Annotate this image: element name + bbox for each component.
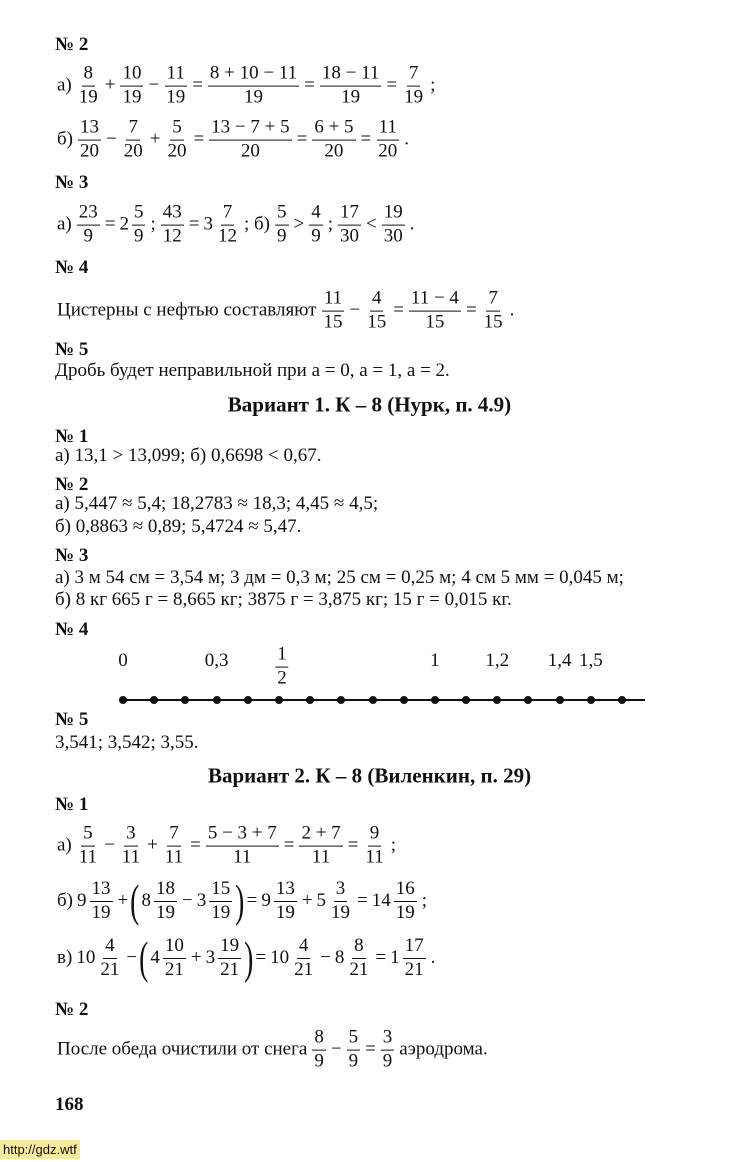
math-text: . [404, 129, 409, 150]
math-text: ; [150, 214, 156, 235]
math-text: а) [57, 835, 72, 856]
whole-part: 3 [205, 947, 216, 968]
math-text: ; б) [243, 214, 271, 235]
numerator: 4 [297, 936, 311, 959]
math-text: = [193, 129, 205, 150]
denominator: 15 [323, 311, 343, 333]
whole-part: 5 [316, 890, 327, 911]
numerator: 18 − 11 [320, 64, 382, 87]
axis-label: 1 [430, 650, 440, 671]
math-text: + [104, 75, 116, 96]
problem-number: № 1 [55, 426, 89, 447]
denominator: 20 [324, 140, 344, 162]
denominator: 19 [275, 901, 295, 923]
math-text: = [375, 947, 387, 968]
math-text: а) [57, 75, 72, 96]
fraction [154, 879, 177, 924]
fraction [208, 64, 299, 109]
problem-number: № 5 [55, 339, 89, 360]
answer-text: а) 3 м 54 см = 3,54 м; 3 дм = 0,3 м; 25 см = 0,25 м; 4 см 5 мм = 0,045 м; [55, 567, 624, 588]
denominator: 9 [133, 225, 144, 247]
math-text: = [283, 835, 295, 856]
denominator: 19 [166, 86, 186, 108]
numerator: 7 [167, 824, 181, 847]
math-text: . [409, 214, 415, 235]
numerator: 11 [322, 289, 344, 312]
denominator: 20 [240, 140, 260, 162]
denominator: 11 [121, 846, 141, 868]
fraction [90, 879, 113, 924]
denominator: 11 [78, 846, 98, 868]
mixed-number [333, 936, 374, 981]
numerator: 15 [209, 879, 232, 902]
fraction [77, 824, 99, 869]
denominator: 21 [349, 958, 369, 980]
numerator: 3 [381, 1028, 395, 1051]
whole-part: 9 [77, 890, 87, 911]
math-text: < [366, 214, 377, 235]
math-text: = [360, 129, 372, 150]
answer-text: а) 5,447 ≈ 5,4; 18,2783 ≈ 18,3; 4,45 ≈ 4,5; [55, 493, 379, 514]
axis-point [400, 696, 408, 704]
numerator: 19 [382, 203, 405, 226]
denominator: 9 [348, 1050, 359, 1072]
fraction [376, 118, 399, 163]
math-text: Цистерны с нефтью составляют [57, 300, 317, 321]
numerator: 5 [81, 824, 95, 847]
numerator: 7 [221, 203, 235, 226]
math-text: а) [57, 214, 72, 235]
numerator: 6 + 5 [312, 118, 355, 141]
denominator: 11 [233, 846, 252, 868]
math-text: − [148, 75, 160, 96]
math-text: = [190, 835, 201, 856]
denominator: 11 [311, 846, 331, 868]
denominator: 19 [244, 86, 264, 108]
answer-text: б) 0,8863 ≈ 0,89; 5,4724 ≈ 5,47. [55, 516, 302, 537]
numerator: 4 [103, 936, 117, 959]
math-text: > [293, 214, 305, 235]
fraction [312, 118, 355, 163]
axis-point [337, 696, 345, 704]
denominator: 19 [156, 901, 176, 923]
denominator: 9 [277, 225, 287, 247]
fraction [209, 879, 232, 924]
denominator: 21 [404, 958, 424, 980]
denominator: 30 [383, 225, 403, 247]
math-expression [55, 824, 398, 869]
math-text: б) [57, 129, 73, 150]
numerator: 3 [124, 824, 138, 847]
fraction [365, 289, 388, 334]
math-text: ; [430, 75, 436, 96]
problem-number: № 2 [55, 999, 89, 1020]
axis-point [618, 696, 626, 704]
math-text: = [393, 300, 404, 321]
parenthesis: ) [244, 932, 254, 983]
math-text: ; [421, 890, 428, 911]
math-text: = [104, 214, 116, 235]
math-text: ; [327, 214, 334, 235]
numerator: 5 [347, 1028, 361, 1051]
denominator: 12 [217, 225, 237, 247]
numerator: 11 − 4 [409, 289, 461, 312]
numerator: 8 [312, 1028, 326, 1051]
math-text: = [365, 1039, 376, 1060]
axis-point [150, 696, 158, 704]
answer-text: б) 8 кг 665 г = 8,665 кг; 3875 г = 3,875 кг; 15 г = 0,015 кг. [55, 589, 512, 610]
denominator: 20 [123, 140, 143, 162]
fraction [164, 64, 187, 109]
denominator: 20 [378, 140, 398, 162]
numerator: 11 [165, 64, 187, 87]
mixed-number [204, 936, 245, 981]
math-text: − [104, 835, 115, 856]
axis-label: 1,2 [485, 650, 510, 671]
fraction [338, 203, 361, 248]
numerator: 7 [486, 289, 500, 312]
numerator: 18 [154, 879, 177, 902]
fraction [329, 879, 352, 924]
problem-number: № 3 [55, 545, 89, 566]
axis-point [275, 696, 283, 704]
whole-part: 14 [371, 890, 391, 911]
math-text: = [188, 214, 200, 235]
axis-label: 0 [118, 650, 128, 671]
numerator: 9 [368, 824, 382, 847]
math-text: + [117, 890, 129, 911]
problem-number: № 4 [55, 257, 89, 278]
denominator: 19 [404, 86, 424, 108]
numerator: 10 [120, 64, 143, 87]
mixed-number [75, 879, 116, 924]
numerator: 5 [132, 203, 146, 226]
fraction [77, 203, 100, 248]
mixed-number [201, 203, 242, 248]
fraction [77, 64, 100, 109]
fraction [363, 824, 385, 869]
axis-label: 0,3 [204, 650, 229, 671]
math-expression [55, 64, 437, 109]
mixed-number [74, 936, 124, 981]
mixed-number [195, 879, 236, 924]
math-text: − [182, 890, 193, 911]
denominator: 19 [211, 901, 231, 923]
denominator: 2 [277, 667, 287, 689]
mixed-number [370, 879, 420, 924]
fraction [347, 936, 370, 981]
whole-part: 8 [334, 947, 345, 968]
numerator: 16 [394, 879, 417, 902]
axis-label-fraction [275, 645, 289, 690]
denominator: 19 [341, 86, 361, 108]
fraction [218, 936, 241, 981]
denominator: 21 [164, 958, 184, 980]
parenthesis: ( [139, 932, 149, 983]
mixed-number [140, 879, 181, 924]
math-text: = [347, 835, 359, 856]
fraction [312, 1028, 326, 1073]
math-text: ; [390, 835, 396, 856]
numerator: 17 [403, 936, 426, 959]
numerator: 10 [163, 936, 186, 959]
math-text: После обеда очистили от снега [57, 1039, 308, 1060]
fraction [394, 879, 417, 924]
denominator: 9 [314, 1050, 324, 1072]
denominator: 9 [311, 225, 321, 247]
whole-part: 1 [390, 947, 400, 968]
numerator: 4 [309, 203, 323, 226]
mixed-number [388, 936, 429, 981]
denominator: 20 [167, 140, 187, 162]
denominator: 19 [78, 86, 98, 108]
denominator: 15 [367, 311, 387, 333]
mixed-number [117, 203, 148, 248]
math-text: − [106, 129, 117, 150]
problem-number: № 4 [55, 619, 89, 640]
math-text: = [357, 890, 368, 911]
math-text: . [509, 300, 515, 321]
fraction [409, 289, 461, 334]
math-text: б) [57, 890, 73, 911]
math-text: + [190, 947, 202, 968]
denominator: 19 [331, 901, 351, 923]
axis-point [493, 696, 501, 704]
fraction [209, 118, 291, 163]
numerator: 7 [407, 64, 421, 87]
math-text: = [296, 129, 308, 150]
fraction [132, 203, 146, 248]
math-text: . [430, 947, 436, 968]
fraction [382, 203, 405, 248]
math-text: + [301, 890, 313, 911]
math-text: = [304, 75, 315, 96]
math-text: = [465, 300, 477, 321]
mixed-number [259, 879, 300, 924]
denominator: 21 [100, 958, 120, 980]
parenthesis: ( [130, 875, 140, 926]
whole-part: 10 [270, 947, 290, 968]
parenthesis: ) [235, 875, 245, 926]
fraction [120, 64, 143, 109]
fraction [403, 936, 426, 981]
fraction [216, 203, 239, 248]
mixed-number [268, 936, 318, 981]
axis-point [369, 696, 377, 704]
fraction [381, 1028, 395, 1073]
numerator: 13 − 7 + 5 [209, 118, 291, 141]
numerator: 2 + 7 [299, 824, 342, 847]
denominator: 20 [80, 140, 99, 162]
numerator: 8 [352, 936, 366, 959]
numerator: 1 [275, 645, 289, 668]
problem-number: № 5 [55, 709, 89, 730]
math-expression [55, 875, 429, 926]
section-heading: Вариант 1. К – 8 (Нурк, п. 4.9) [227, 392, 512, 417]
fraction [321, 289, 344, 334]
math-text: − [349, 300, 361, 321]
math-text: − [320, 947, 331, 968]
denominator: 12 [162, 225, 182, 247]
answer-text: Дробь будет неправильной при a = 0, a = 1, a = 2. [55, 360, 450, 381]
fraction [165, 118, 188, 163]
problem-number: № 1 [55, 794, 89, 815]
math-text: − [330, 1039, 342, 1060]
denominator: 11 [365, 846, 384, 868]
axis-point [306, 696, 314, 704]
math-expression [55, 1028, 490, 1073]
numerator: 19 [218, 936, 241, 959]
math-expression [55, 203, 416, 248]
math-text: − [126, 947, 138, 968]
math-text: + [147, 835, 158, 856]
math-text: = [192, 75, 203, 96]
axis-point [431, 696, 439, 704]
numerator: 17 [338, 203, 361, 226]
numerator: 13 [90, 879, 113, 902]
numerator: 8 [82, 64, 96, 87]
mixed-number [315, 879, 356, 924]
section-heading: Вариант 2. К – 8 (Виленкин, п. 29) [207, 763, 532, 788]
fraction [120, 824, 142, 869]
denominator: 15 [425, 311, 445, 333]
denominator: 19 [395, 901, 415, 923]
whole-part: 3 [196, 890, 207, 911]
answer-text: 3,541; 3,542; 3,55. [55, 732, 199, 753]
page-number: 168 [55, 1094, 84, 1115]
numerator: 43 [161, 203, 184, 226]
denominator: 21 [220, 958, 240, 980]
fraction [78, 118, 101, 163]
math-text: + [149, 129, 161, 150]
axis-point [556, 696, 564, 704]
fraction [122, 118, 145, 163]
whole-part: 8 [141, 890, 152, 911]
problem-number: № 2 [55, 474, 89, 495]
whole-part: 4 [150, 947, 160, 968]
axis-point [181, 696, 189, 704]
fraction [309, 203, 323, 248]
fraction [320, 64, 382, 109]
numerator: 13 [274, 879, 297, 902]
watermark-link[interactable]: http://gdz.wtf [0, 1140, 80, 1159]
axis-label: 1,5 [578, 650, 603, 671]
denominator: 9 [83, 225, 94, 247]
numerator: 3 [334, 879, 348, 902]
fraction [274, 879, 297, 924]
whole-part: 9 [261, 890, 271, 911]
fraction [292, 936, 315, 981]
fraction [206, 824, 279, 869]
answer-text: а) 13,1 > 13,099; б) 0,6698 < 0,67. [55, 445, 322, 466]
numerator: 13 [78, 118, 101, 141]
whole-part: 3 [203, 214, 213, 235]
fraction [163, 824, 185, 869]
numerator: 5 [275, 203, 289, 226]
fraction [482, 289, 505, 334]
numerator: 7 [126, 118, 140, 141]
denominator: 21 [294, 958, 314, 980]
axis-point [119, 696, 127, 704]
denominator: 19 [91, 901, 111, 923]
whole-part: 10 [76, 947, 96, 968]
fraction [161, 203, 184, 248]
fraction [299, 824, 342, 869]
fraction [98, 936, 121, 981]
math-text: в) [57, 947, 73, 968]
numerator: 4 [370, 289, 384, 312]
math-expression [55, 118, 411, 163]
denominator: 19 [122, 86, 142, 108]
numerator: 8 + 10 − 11 [208, 64, 299, 87]
math-text: = [246, 890, 258, 911]
fraction [163, 936, 186, 981]
math-expression [55, 932, 437, 983]
axis-label: 1,4 [547, 650, 572, 671]
numerator: 23 [77, 203, 100, 226]
math-text: = [255, 947, 267, 968]
denominator: 9 [382, 1050, 393, 1072]
mixed-number [148, 936, 189, 981]
axis-line [123, 699, 645, 701]
axis-point [244, 696, 252, 704]
math-text: аэродрома. [399, 1039, 488, 1060]
fraction [275, 203, 289, 248]
axis-point [587, 696, 595, 704]
whole-part: 2 [119, 214, 129, 235]
denominator: 30 [340, 225, 360, 247]
problem-number: № 3 [55, 172, 89, 193]
numerator: 5 − 3 + 7 [206, 824, 279, 847]
axis-point [213, 696, 221, 704]
fraction [402, 64, 425, 109]
math-text: = [386, 75, 398, 96]
denominator: 15 [483, 311, 503, 333]
fraction [347, 1028, 361, 1073]
math-expression [55, 289, 516, 334]
numerator: 5 [170, 118, 184, 141]
numerator: 11 [377, 118, 399, 141]
denominator: 11 [164, 846, 184, 868]
axis-point [524, 696, 532, 704]
problem-number: № 2 [55, 34, 89, 55]
axis-point [462, 696, 470, 704]
